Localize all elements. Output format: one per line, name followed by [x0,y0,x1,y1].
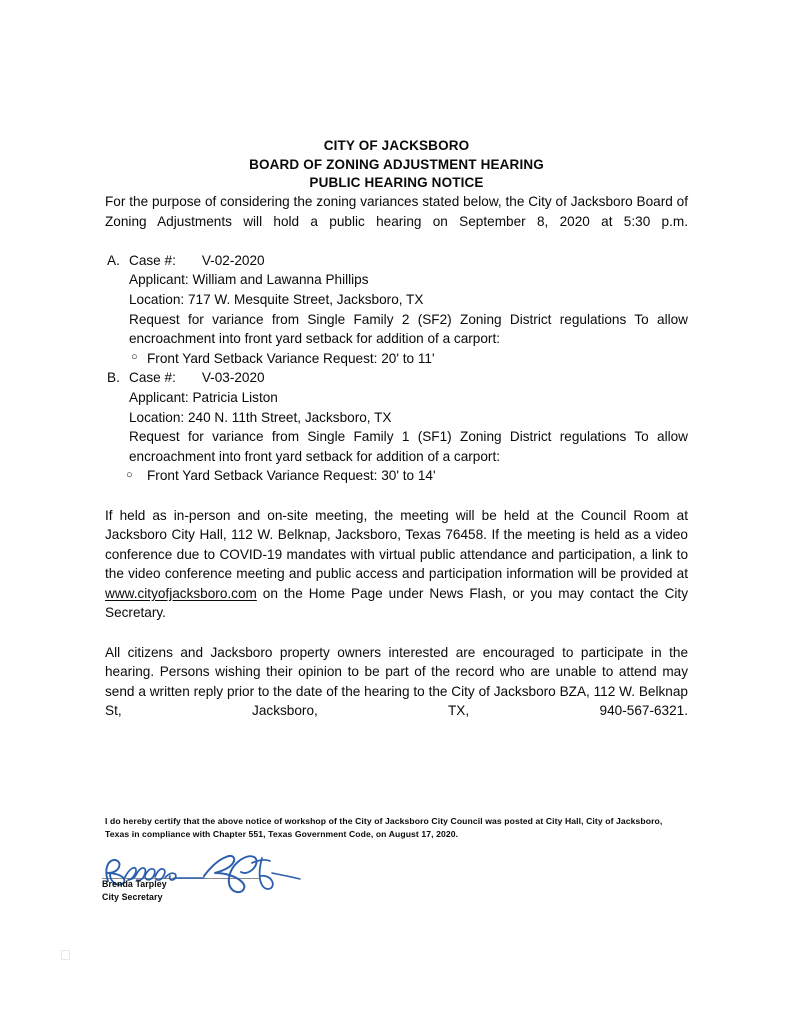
signer-title: City Secretary [102,892,163,903]
certification-statement: I do hereby certify that the above notice of workshop of the City of Jacksboro City Council was posted at City Hall, City of Jacksboro, Texas in compliance with Chapter 551, Texas Government Code, on August 17, 2020. [105,816,663,840]
case-b-location: Location: 240 N. 11th Street, Jacksboro, TX [129,409,392,425]
case-a-label: Case #: [129,252,176,268]
case-b-bullet-row [105,466,688,486]
signature-block [100,851,360,909]
intro-paragraph: For the purpose of considering the zoning variances stated below, the City of Jacksboro Board of Zoning Adjustments will hold a public hearing on September 8, 2020 at 5:30 p.m. [105,194,688,229]
meeting-text-before-link: If held as in-person and on-site meeting, the meeting will be held at the Council Room at Jacksboro City Hall, 112 W. Belknap, Jacksboro, Texas 76458. If the meeting is held as a video conference due to COVID-19 mandates with virtual public attendance and participation, a link to the video conference meeting and public access and participation information will be provided at [105,507,688,582]
case-a-letter: A. [107,252,120,268]
case-item-a [105,251,688,369]
case-b-header [105,368,688,388]
heading-line-notice: PUBLIC HEARING NOTICE [309,175,484,191]
case-a-applicant: Applicant: William and Lawanna Phillips [129,272,369,288]
signature-name-title [102,878,167,905]
bullet-circle-icon: ○ [126,468,133,481]
case-a-location: Location: 717 W. Mesquite Street, Jacksboro, TX [129,291,424,307]
case-a-bullet-text: Front Yard Setback Variance Request: 20' to 11' [147,350,435,366]
case-b-request: Request for variance from Single Family 1 (SF1) Zoning District regulations To allow encroachment into front yard setback for addition of a carport: [129,429,688,464]
scan-artifact [61,950,70,960]
case-b-bullet-text: Front Yard Setback Variance Request: 30' to 14' [147,468,436,484]
heading-line-board: BOARD OF ZONING ADJUSTMENT HEARING [249,156,544,172]
case-a-header [105,251,688,271]
bullet-circle-icon: ○ [131,351,138,364]
document-heading [105,137,688,193]
meeting-text-after-link: on the Home Page under News Flash, or you may contact the City Secretary. [105,585,688,621]
case-b-number: V-03-2020 [201,370,265,386]
case-a-bullet-row [105,349,688,369]
meeting-paragraph [105,506,688,643]
case-b-label: Case #: [129,370,176,386]
case-b-letter: B. [107,370,120,386]
city-website-link[interactable]: www.cityofjacksboro.com [105,585,257,601]
document-body [105,192,688,741]
case-a-request: Request for variance from Single Family 2 (SF2) Zoning District regulations To allow encroachment into front yard setback for addition of a carport: [129,311,688,347]
signer-name: Brenda Tarpley [102,879,167,889]
paragraph-spacer [105,486,688,506]
heading-line-city: CITY OF JACKSBORO [323,138,470,153]
participation-paragraph: All citizens and Jacksboro property owners interested are encouraged to participate in the hearing. Persons wishing their opinion to be part of the record who are unable to attend may send a written reply prior to the date of the hearing to the City of Jacksboro BZA, 112 W. Belknap St, Jacksboro, TX, 940-567-6321. [105,644,688,719]
case-a-number: V-02-2020 [201,252,265,268]
case-b-applicant: Applicant: Patricia Liston [129,389,278,405]
case-item-b [105,368,688,486]
